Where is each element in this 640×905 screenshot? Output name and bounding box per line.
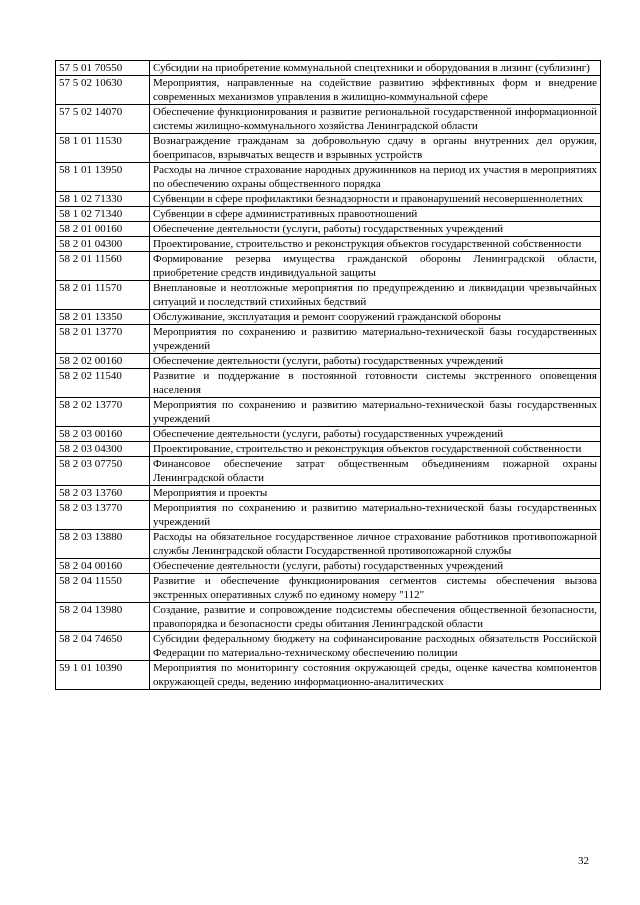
row-description: Мероприятия по сохранению и развитию материально-технической базы государственных учреждений [150,325,601,354]
row-code: 57 5 01 70550 [56,61,150,76]
table-body [56,61,601,690]
table-row [56,61,601,76]
table-row [56,501,601,530]
row-code: 58 1 02 71330 [56,192,150,207]
table-row [56,574,601,603]
row-code: 58 2 01 11570 [56,281,150,310]
table-row [56,325,601,354]
table-row [56,603,601,632]
table-row [56,310,601,325]
row-description: Мероприятия по сохранению и развитию материально-технической базы государственных учреждений [150,501,601,530]
row-description: Обслуживание, эксплуатация и ремонт сооружений гражданской обороны [150,310,601,325]
row-code: 58 1 01 11530 [56,134,150,163]
row-code: 58 2 01 00160 [56,222,150,237]
table-row [56,530,601,559]
page-number: 32 [578,855,589,867]
row-description: Субвенции в сфере профилактики безнадзорности и правонарушений несовершеннолетних [150,192,601,207]
row-description: Создание, развитие и сопровождение подсистемы обеспечения общественной безопасности, правопорядка и безопасности среды обитания Ленинградской области [150,603,601,632]
row-code: 58 2 03 13760 [56,486,150,501]
row-description: Обеспечение деятельности (услуги, работы) государственных учреждений [150,559,601,574]
row-description: Вознаграждение гражданам за добровольную сдачу в органы внутренних дел оружия, боеприпасов, взрывчатых веществ и взрывных устройств [150,134,601,163]
row-description: Мероприятия, направленные на содействие развитию эффективных форм и внедрение современных механизмов управления в жилищно-коммунальной сфере [150,76,601,105]
row-description: Формирование резерва имущества гражданской обороны Ленинградской области, приобретение средств индивидуальной защиты [150,252,601,281]
row-code: 58 2 01 13350 [56,310,150,325]
table-row [56,398,601,427]
row-code: 58 2 04 00160 [56,559,150,574]
table-row [56,281,601,310]
row-description: Развитие и поддержание в постоянной готовности системы экстренного оповещения населения [150,369,601,398]
row-description: Проектирование, строительство и реконструкция объектов государственной собственности [150,442,601,457]
row-code: 58 2 01 04300 [56,237,150,252]
table-row [56,134,601,163]
row-description: Обеспечение функционирования и развитие региональной государственной информационной системы жилищно-коммунального хозяйства Ленинградской области [150,105,601,134]
row-description: Расходы на обязательное государственное личное страхование работников противопожарной службы Ленинградской области Государственной противопожарной службы [150,530,601,559]
table-row [56,457,601,486]
row-description: Обеспечение деятельности (услуги, работы) государственных учреждений [150,222,601,237]
row-description: Развитие и обеспечение функционирования сегментов системы обеспечения вызова экстренных оперативных служб по единому номеру "112" [150,574,601,603]
row-description: Субсидии на приобретение коммунальной спецтехники и оборудования в лизинг (сублизинг) [150,61,601,76]
row-code: 58 2 03 13770 [56,501,150,530]
row-code: 58 2 01 13770 [56,325,150,354]
table-row [56,222,601,237]
row-description: Обеспечение деятельности (услуги, работы) государственных учреждений [150,354,601,369]
table-row [56,192,601,207]
table-row [56,442,601,457]
row-description: Мероприятия по сохранению и развитию материально-технической базы государственных учреждений [150,398,601,427]
table-row [56,207,601,222]
row-code: 59 1 01 10390 [56,661,150,690]
row-description: Проектирование, строительство и реконструкция объектов государственной собственности [150,237,601,252]
row-description: Субсидии федеральному бюджету на софинансирование расходных обязательств Российской Федерации по материально-техническому обеспечению полиции [150,632,601,661]
row-description: Финансовое обеспечение затрат общественным объединениям пожарной охраны Ленинградской области [150,457,601,486]
budget-classification-table [55,60,601,690]
row-code: 57 5 02 14070 [56,105,150,134]
row-code: 58 1 01 13950 [56,163,150,192]
row-description: Субвенции в сфере административных правоотношений [150,207,601,222]
row-code: 58 2 04 11550 [56,574,150,603]
row-description: Обеспечение деятельности (услуги, работы) государственных учреждений [150,427,601,442]
row-code: 58 2 03 13880 [56,530,150,559]
row-code: 58 2 02 11540 [56,369,150,398]
table-row [56,661,601,690]
table-row [56,76,601,105]
table-row [56,427,601,442]
table-row [56,632,601,661]
row-code: 58 2 04 13980 [56,603,150,632]
table-row [56,105,601,134]
row-code: 58 2 04 74650 [56,632,150,661]
row-description: Расходы на личное страхование народных дружинников на период их участия в мероприятиях по обеспечению охраны общественного порядка [150,163,601,192]
row-code: 58 2 01 11560 [56,252,150,281]
row-description: Мероприятия по мониторингу состояния окружающей среды, оценке качества компонентов окружающей среды, ведению информационно-аналитических [150,661,601,690]
table-row [56,369,601,398]
table-row [56,354,601,369]
row-code: 58 2 02 13770 [56,398,150,427]
row-code: 58 2 03 00160 [56,427,150,442]
table-row [56,163,601,192]
row-description: Мероприятия и проекты [150,486,601,501]
table-row [56,559,601,574]
row-code: 58 1 02 71340 [56,207,150,222]
table-row [56,486,601,501]
row-code: 58 2 03 04300 [56,442,150,457]
row-code: 58 2 02 00160 [56,354,150,369]
row-code: 57 5 02 10630 [56,76,150,105]
table-row [56,237,601,252]
row-description: Внеплановые и неотложные мероприятия по предупреждению и ликвидации чрезвычайных ситуаций и последствий стихийных бедствий [150,281,601,310]
row-code: 58 2 03 07750 [56,457,150,486]
table-row [56,252,601,281]
